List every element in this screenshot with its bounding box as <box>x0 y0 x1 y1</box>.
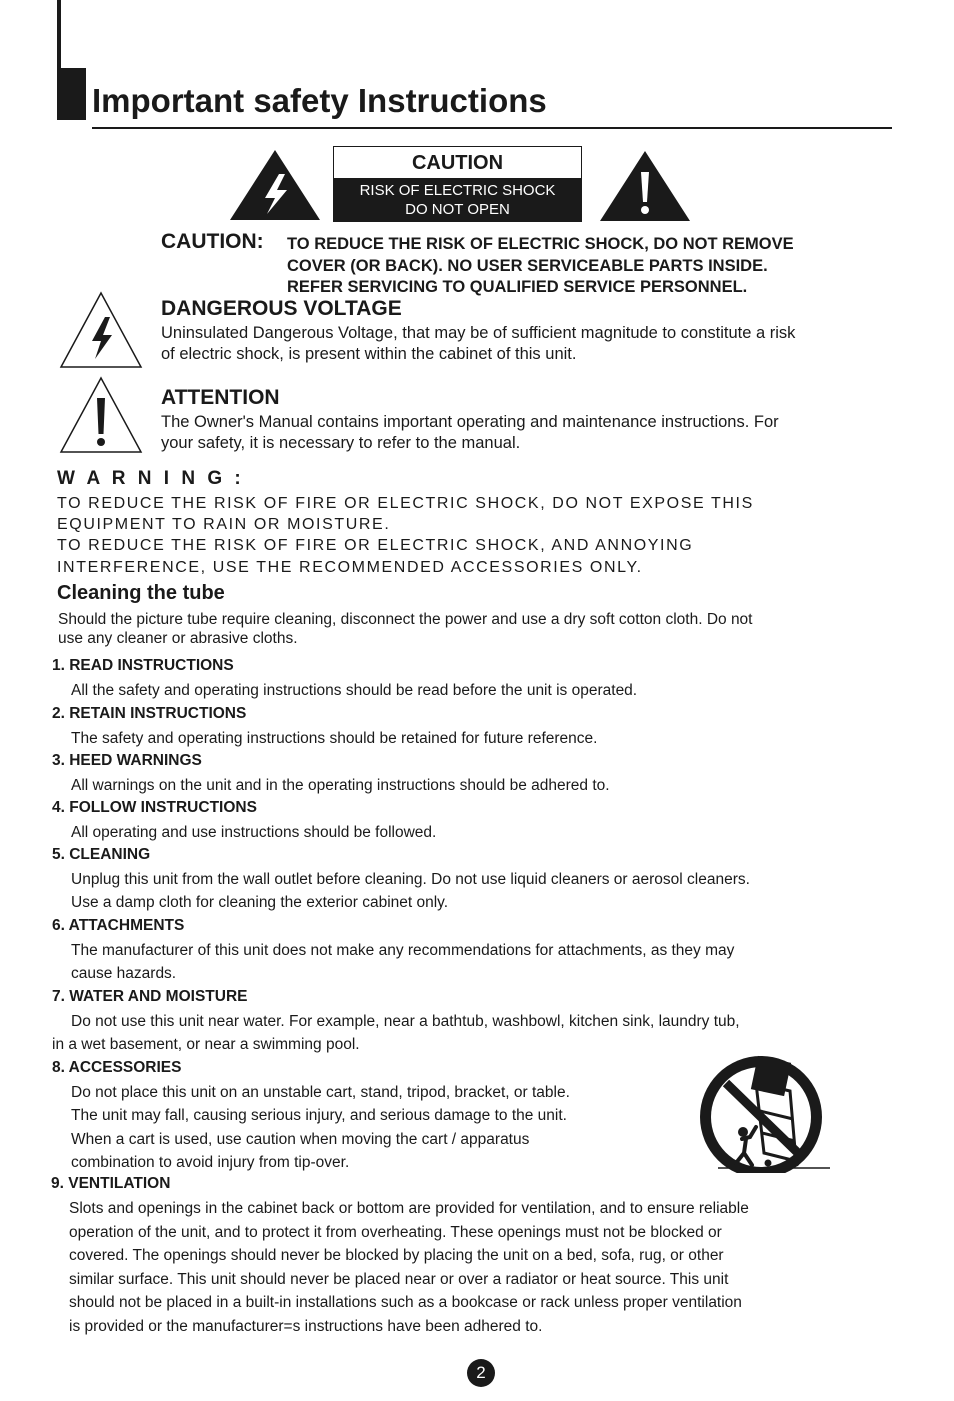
caution-statement <box>287 234 794 299</box>
caution-line3: REFER SERVICING TO QUALIFIED SERVICE PERSONNEL. <box>287 278 748 296</box>
item-heading-retain: 2. RETAIN INSTRUCTIONS <box>52 705 247 722</box>
item-text-attachments-line2: cause hazards. <box>71 965 177 983</box>
caution-line2: COVER (OR BACK). NO USER SERVICEABLE PARTS INSIDE. <box>287 256 768 275</box>
item-text-cleaning-line2: Use a damp cloth for cleaning the exterior cabinet only. <box>71 894 449 912</box>
item-heading-ventilation: 9. VENTILATION <box>51 1175 171 1192</box>
item-text-ventilation <box>69 1197 749 1339</box>
item-heading-cleaning: 5. CLEANING <box>52 846 151 863</box>
item-text-cleaning <box>71 868 750 915</box>
cleaning-line2: use any cleaner or abrasive cloths. <box>58 629 298 647</box>
item-heading-read: 1. READ INSTRUCTIONS <box>52 657 234 674</box>
dangerous-voltage-line2: of electric shock, is present within the cabinet of this unit. <box>161 345 577 363</box>
item-text-cleaning-line1: Unplug this unit from the wall outlet before cleaning. Do not use liquid cleaners or aerosol cleaners. <box>71 871 750 888</box>
attention-text <box>161 412 779 454</box>
warning-line1: TO REDUCE THE RISK OF FIRE OR ELECTRIC SHOCK, DO NOT EXPOSE THIS <box>57 495 754 512</box>
lightning-warning-icon <box>59 291 143 369</box>
item-text-accessories-line2: The unit may fall, causing serious injury, and serious damage to the unit. <box>71 1107 567 1125</box>
item-text-read: All the safety and operating instructions should be read before the unit is operated. <box>71 682 638 699</box>
caution-box-line2: DO NOT OPEN <box>405 201 510 218</box>
caution-line1: TO REDUCE THE RISK OF ELECTRIC SHOCK, DO NOT REMOVE <box>287 235 794 253</box>
item-heading-follow: 4. FOLLOW INSTRUCTIONS <box>52 799 257 816</box>
item-text-retain: The safety and operating instructions should be retained for future reference. <box>71 730 598 747</box>
item-text-attachments <box>71 939 734 986</box>
item-text-heed: All warnings on the unit and in the operating instructions should be adhered to. <box>71 777 610 794</box>
item-heading-heed: 3. HEED WARNINGS <box>52 752 202 769</box>
caution-box-heading: CAUTION <box>334 147 581 178</box>
item-text-ventilation-line6: is provided or the manufacturer=s instructions have been adhered to. <box>69 1317 543 1335</box>
cleaning-tube-text <box>58 611 858 648</box>
caution-heading: CAUTION: <box>161 230 264 253</box>
cleaning-tube-heading: Cleaning the tube <box>57 582 225 604</box>
page-number: 2 <box>467 1359 495 1387</box>
caution-label-box <box>333 146 582 222</box>
item-text-ventilation-line3: covered. The openings should never be blocked by placing the unit on a bed, sofa, rug, or other <box>69 1247 724 1265</box>
header-bar-thick <box>61 68 86 120</box>
warning-text <box>57 493 754 578</box>
dangerous-voltage-line1: Uninsulated Dangerous Voltage, that may be of sufficient magnitude to constitute a risk <box>161 324 796 342</box>
item-heading-water: 7. WATER AND MOISTURE <box>52 988 248 1005</box>
item-text-water-line1: Do not use this unit near water. For example, near a bathtub, washbowl, kitchen sink, laundry tub, <box>71 1013 740 1030</box>
cleaning-line1: Should the picture tube require cleaning, disconnect the power and use a dry soft cotton cloth. Do not <box>58 611 753 628</box>
item-heading-attachments: 6. ATTACHMENTS <box>52 917 185 934</box>
warning-line3: TO REDUCE THE RISK OF FIRE OR ELECTRIC SHOCK, AND ANNOYING <box>57 537 694 555</box>
lightning-warning-icon <box>229 148 321 222</box>
attention-line1: The Owner's Manual contains important operating and maintenance instructions. For <box>161 413 779 431</box>
item-heading-accessories: 8. ACCESSORIES <box>52 1059 182 1076</box>
exclamation-warning-icon <box>599 150 691 222</box>
item-text-accessories-line1: Do not place this unit on an unstable cart, stand, tripod, bracket, or table. <box>71 1084 570 1101</box>
dangerous-voltage-heading: DANGEROUS VOLTAGE <box>161 297 402 320</box>
warning-line2: EQUIPMENT TO RAIN OR MOISTURE. <box>57 516 391 534</box>
item-text-water-line2: in a wet basement, or near a swimming pool. <box>52 1036 360 1053</box>
item-text-accessories-line3: When a cart is used, use caution when moving the cart / apparatus <box>71 1130 530 1148</box>
item-text-attachments-line1: The manufacturer of this unit does not make any recommendations for attachments, as they may <box>71 942 735 959</box>
item-text-ventilation-line4: similar surface. This unit should never be placed near or over a radiator or heat source. This unit <box>69 1270 729 1288</box>
item-text-ventilation-line2: operation of the unit, and to protect it from overheating. These openings must not be blocked or <box>69 1223 722 1241</box>
page-title: Important safety Instructions <box>92 82 547 119</box>
attention-line2: your safety, it is necessary to refer to the manual. <box>161 434 521 452</box>
caution-box-warning <box>334 178 581 221</box>
caution-box-line1: RISK OF ELECTRIC SHOCK <box>359 182 556 199</box>
cart-tipover-warning-icon <box>698 1053 832 1173</box>
item-text-ventilation-line5: should not be placed in a built-in installations such as a bookcase or rack unless proper ventilation <box>69 1294 742 1312</box>
item-text-accessories-line4: combination to avoid injury from tip-over. <box>71 1153 350 1171</box>
attention-heading: ATTENTION <box>161 386 280 409</box>
exclamation-warning-icon <box>59 376 143 454</box>
item-text-ventilation-line1: Slots and openings in the cabinet back or bottom are provided for ventilation, and to ensure reliable <box>69 1200 749 1217</box>
warning-line4: INTERFERENCE, USE THE RECOMMENDED ACCESSORIES ONLY. <box>57 558 643 576</box>
warning-heading: W A R N I N G : <box>57 468 245 489</box>
dangerous-voltage-text <box>161 323 795 365</box>
item-text-follow: All operating and use instructions should be followed. <box>71 824 437 841</box>
title-rule <box>92 127 892 129</box>
item-text-accessories <box>71 1081 570 1174</box>
